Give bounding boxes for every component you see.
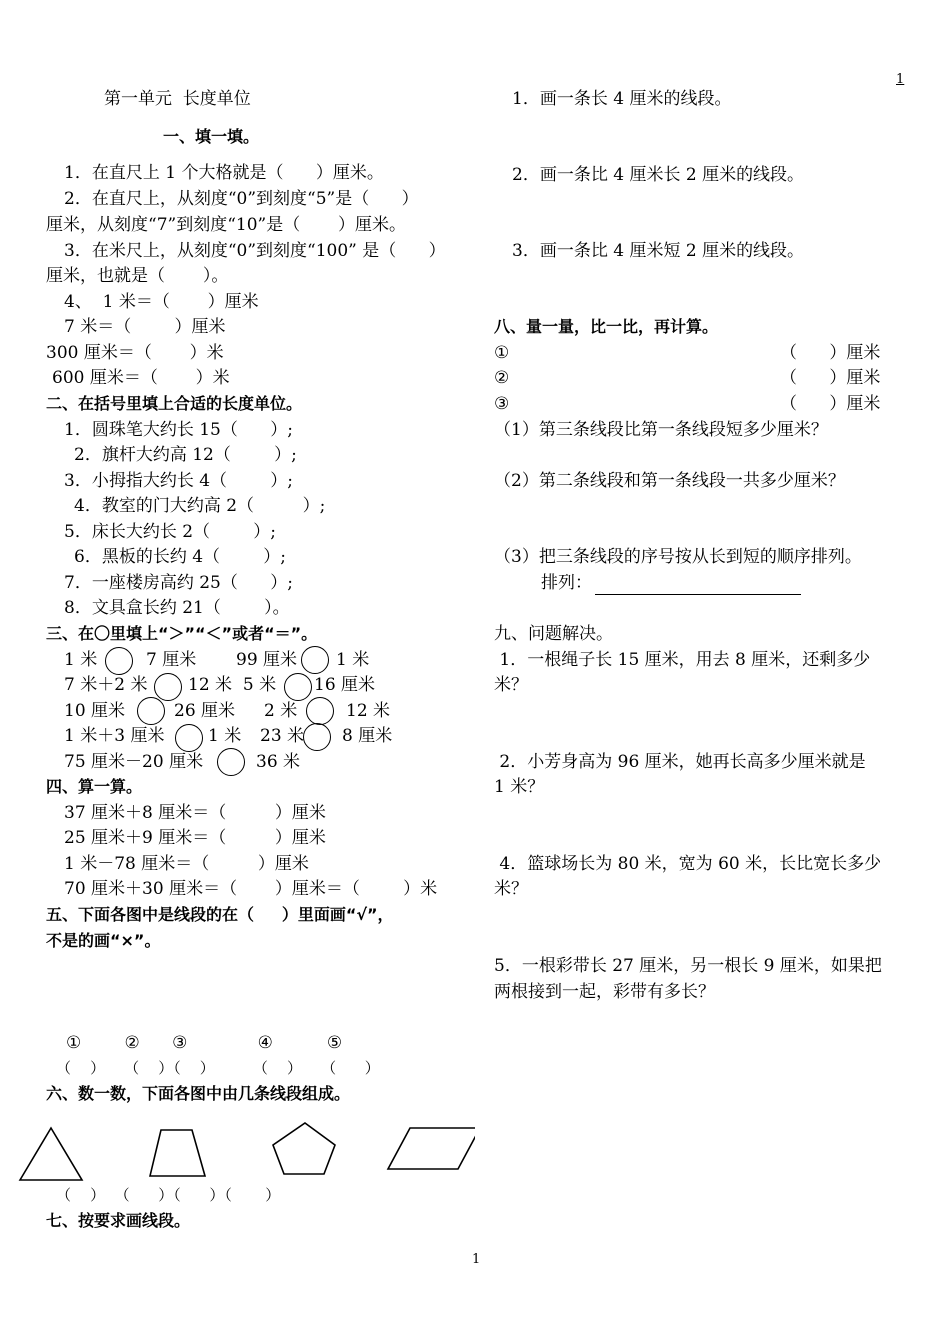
s6-answer-parens: （ ） （ ）（ ）（ ） — [56, 1186, 281, 1204]
s9-p4a: 4．篮球场长为 80 米，宽为 60 米，长比宽长多少 — [494, 854, 882, 874]
compare-circle[interactable] — [105, 647, 133, 675]
draw-task-3: 3．画一条比 4 厘米短 2 厘米的线段。 — [512, 241, 805, 261]
s1-q2a: 2．在直尺上，从刻度“0”到刻度“5”是（ ） — [64, 189, 419, 209]
draw-task-2: 2．画一条比 4 厘米长 2 厘米的线段。 — [512, 165, 805, 185]
measure-3-label: ③ — [494, 394, 510, 414]
s8-arrange-label: 排列： — [541, 573, 592, 593]
draw-task-1: 1．画一条长 4 厘米的线段。 — [512, 89, 732, 109]
compare-circle[interactable] — [137, 697, 165, 725]
s3-r5a: 75 厘米－20 厘米 — [64, 752, 204, 772]
s2-item: 4．教室的门大约高 2（ ）; — [74, 496, 326, 516]
s9-p5a: 5．一根彩带长 27 厘米，另一根长 9 厘米，如果把 — [494, 956, 882, 976]
s2-item: 6．黑板的长约 4（ ）; — [74, 547, 286, 567]
s3-r2a: 7 米＋2 米 — [64, 675, 148, 695]
section-5-title-a: 五、下面各图中是线段的在（ ）里面画“√”， — [46, 905, 394, 924]
compare-circle[interactable] — [154, 673, 182, 701]
compare-circle[interactable] — [175, 724, 203, 752]
measure-2-answer: （ ）厘米 — [780, 368, 881, 388]
header-page-number: 1 — [896, 72, 905, 87]
section-2-title: 二、在括号里填上合适的长度单位。 — [46, 394, 303, 413]
s9-p5b: 两根接到一起，彩带有多长？ — [494, 982, 715, 1002]
section-7-title: 七、按要求画线段。 — [46, 1211, 191, 1230]
compare-circle[interactable] — [303, 723, 331, 751]
section-9-title: 九、问题解决。 — [494, 624, 613, 644]
s3-r4c: 23 米 — [260, 726, 305, 746]
s3-r5b: 36 米 — [256, 752, 301, 772]
s3-r1b: 7 厘米 — [146, 650, 197, 670]
arrange-answer-line[interactable] — [595, 594, 801, 595]
s3-r3d: 12 米 — [346, 701, 391, 721]
section-4-title: 四、算一算。 — [46, 777, 143, 796]
s4-item: 25 厘米＋9 厘米＝（ ）厘米 — [64, 828, 326, 848]
s3-r3a: 10 厘米 — [64, 701, 126, 721]
s4-item: 70 厘米＋30 厘米＝（ ）厘米＝（ ）米 — [64, 879, 438, 899]
s1-q1: 1．在直尺上 1 个大格就是（ ）厘米。 — [64, 163, 384, 183]
compare-circle[interactable] — [301, 646, 329, 674]
s9-p1a: 1．一根绳子长 15 厘米，用去 8 厘米，还剩多少 — [494, 650, 871, 670]
s1-q4b: 7 米＝（ ）厘米 — [64, 317, 226, 337]
section-5-title-b: 不是的画“×”。 — [46, 931, 161, 950]
s4-item: 37 厘米＋8 厘米＝（ ）厘米 — [64, 803, 326, 823]
s3-r3b: 26 厘米 — [174, 701, 236, 721]
section-8-title: 八、量一量，比一比，再计算。 — [494, 317, 719, 336]
s5-figure-labels: ① ② ③ ④ ⑤ — [66, 1033, 343, 1053]
s3-r4d: 8 厘米 — [342, 726, 393, 746]
s3-r4a: 1 米＋3 厘米 — [64, 726, 165, 746]
s2-item: 7．一座楼房高约 25（ ）; — [64, 573, 294, 593]
s4-item: 1 米－78 厘米＝（ ）厘米 — [64, 854, 309, 874]
s1-q4c: 300 厘米＝（ ）米 — [46, 343, 224, 363]
measure-3-answer: （ ）厘米 — [780, 394, 881, 414]
compare-circle[interactable] — [217, 748, 245, 776]
measure-2-label: ② — [494, 368, 510, 388]
s3-r1c: 99 厘米 — [236, 650, 298, 670]
s3-r1a: 1 米 — [64, 650, 98, 670]
s9-p2b: 1 米？ — [494, 777, 545, 797]
s3-r2c: 16 厘米 — [314, 675, 376, 695]
pentagon-shape — [273, 1123, 335, 1174]
s1-q2b: 厘米，从刻度“7”到刻度“10”是（ ）厘米。 — [46, 215, 407, 235]
section-3-title: 三、在〇里填上“＞”“＜”或者“＝”。 — [46, 624, 318, 643]
s2-item: 8．文具盒长约 21（ ）。 — [64, 598, 290, 618]
section-1-title: 一、填一填。 — [163, 127, 260, 146]
section-6-title: 六、数一数，下面各图中由几条线段组成。 — [46, 1084, 351, 1103]
s2-item: 1．圆珠笔大约长 15（ ）; — [64, 420, 294, 440]
s9-p4b: 米？ — [494, 879, 528, 899]
trapezoid-shape — [150, 1130, 205, 1176]
parallelogram-shape — [388, 1128, 475, 1169]
s1-q4a: 4、 1 米＝（ ）厘米 — [64, 292, 259, 312]
measure-1-answer: （ ）厘米 — [780, 343, 881, 363]
s3-r1d: 1 米 — [336, 650, 370, 670]
s2-item: 3．小拇指大约长 4（ ）; — [64, 471, 293, 491]
s3-r4b: 1 米 — [208, 726, 242, 746]
s8-q1: （1）第三条线段比第一条线段短多少厘米？ — [494, 420, 828, 440]
s5-answer-parens: （ ） （ ）（ ） （ ） （ ） — [56, 1059, 380, 1077]
s2-item: 2．旗杆大约高 12（ ）; — [74, 445, 297, 465]
s1-q4d: 600 厘米＝（ ）米 — [52, 368, 230, 388]
unit-title: 第一单元 长度单位 — [104, 89, 251, 109]
s2-item: 5．床长大约长 2（ ）; — [64, 522, 276, 542]
s8-q2: （2）第二条线段和第一条线段一共多少厘米？ — [494, 471, 845, 491]
compare-circle[interactable] — [306, 697, 334, 725]
s1-q3b: 厘米，也就是（ ）。 — [46, 266, 229, 286]
s3-r3c: 2 米 — [264, 701, 298, 721]
footer-page-number: 1 — [472, 1252, 481, 1267]
triangle-shape — [20, 1128, 82, 1180]
s8-q3: （3）把三条线段的序号按从长到短的顺序排列。 — [494, 547, 862, 567]
measure-1-label: ① — [494, 343, 510, 363]
s9-p1b: 米？ — [494, 675, 528, 695]
compare-circle[interactable] — [284, 673, 312, 701]
s9-p2a: 2．小芳身高为 96 厘米，她再长高多少厘米就是 — [494, 752, 866, 772]
s6-shapes — [0, 1118, 475, 1188]
s1-q3a: 3．在米尺上，从刻度“0”到刻度“100” 是（ ） — [64, 241, 446, 261]
s3-r2b: 12 米 5 米 — [188, 675, 277, 695]
